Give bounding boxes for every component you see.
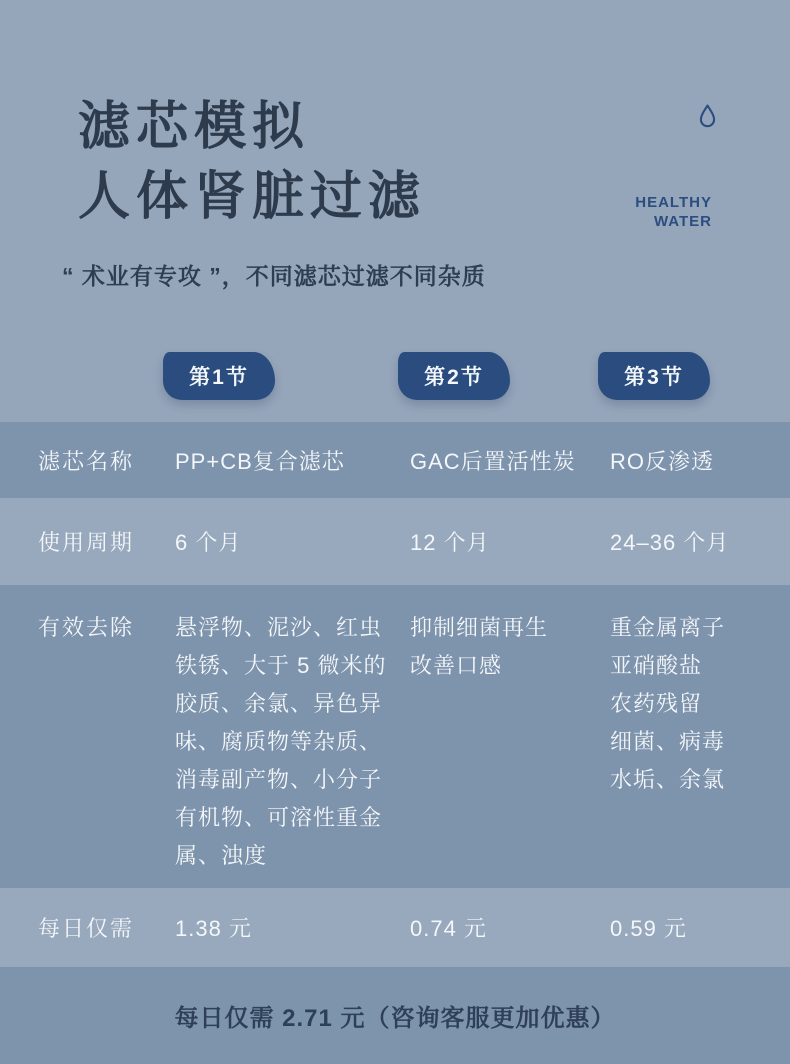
header	[0, 0, 790, 330]
brand-wordmark	[635, 193, 712, 231]
row-label: 有效去除	[38, 615, 135, 640]
removes-line: 有机物、可溶性重金	[175, 805, 383, 830]
table-row-daily-cost	[0, 888, 790, 967]
table-row-filter-name	[0, 422, 790, 498]
cell-filter3-price: 0.59 元	[610, 916, 687, 941]
page-title-line1: 滤芯模拟	[78, 98, 311, 156]
cell-filter3-name: RO反渗透	[610, 448, 715, 474]
cell-filter1-name: PP+CB复合滤芯	[175, 448, 345, 474]
row-label: 每日仅需	[38, 916, 135, 941]
removes-line: 水垢、余氯	[610, 767, 726, 792]
subtitle: “ 术业有专攻 ”，不同滤芯过滤不同杂质	[62, 263, 486, 289]
footer-text: 每日仅需 2.71 元（咨询客服更加优惠）	[174, 1005, 616, 1032]
cell-filter1-cycle: 6 个月	[175, 530, 242, 555]
removes-line: 亚硝酸盐	[610, 653, 703, 678]
removes-line: 悬浮物、泥沙、红虫	[175, 615, 383, 640]
section-badge-3[interactable]: 第3节	[598, 352, 710, 400]
cell-filter2-cycle: 12 个月	[410, 530, 490, 555]
removes-line: 消毒副产物、小分子	[175, 767, 383, 792]
row-label: 滤芯名称	[38, 448, 135, 474]
brand-line1: HEALTHY	[635, 194, 712, 211]
removes-line: 属、浊度	[175, 843, 268, 868]
table-row-removes	[0, 585, 790, 888]
removes-line: 细菌、病毒	[610, 729, 726, 754]
removes-line: 改善口感	[410, 653, 503, 678]
row-label: 使用周期	[38, 530, 135, 555]
removes-line: 重金属离子	[610, 615, 726, 640]
table-row-usage-cycle	[0, 498, 790, 585]
section-badge-1[interactable]: 第1节	[163, 352, 275, 400]
removes-line: 味、腐质物等杂质、	[175, 729, 383, 754]
cell-filter1-price: 1.38 元	[175, 916, 252, 941]
cell-filter2-removes	[410, 609, 610, 888]
section-badges	[0, 352, 790, 400]
removes-line: 胶质、余氯、异色异	[175, 691, 383, 716]
cell-filter1-removes	[175, 609, 410, 888]
comparison-table	[0, 422, 790, 967]
section-badge-2[interactable]: 第2节	[398, 352, 510, 400]
cell-filter3-cycle: 24–36 个月	[610, 530, 730, 555]
footer-banner	[0, 967, 790, 1064]
removes-line: 铁锈、大于 5 微米的	[175, 653, 387, 678]
cell-filter2-name: GAC后置活性炭	[410, 448, 576, 474]
removes-line: 农药残留	[610, 691, 703, 716]
page-title	[78, 92, 720, 232]
page-title-line2: 人体肾脏过滤	[78, 168, 427, 226]
removes-line: 抑制细菌再生	[410, 615, 549, 640]
brand-line2: WATER	[653, 213, 712, 230]
cell-filter2-price: 0.74 元	[410, 916, 487, 941]
water-drop-icon	[697, 103, 718, 130]
cell-filter3-removes	[610, 609, 790, 888]
